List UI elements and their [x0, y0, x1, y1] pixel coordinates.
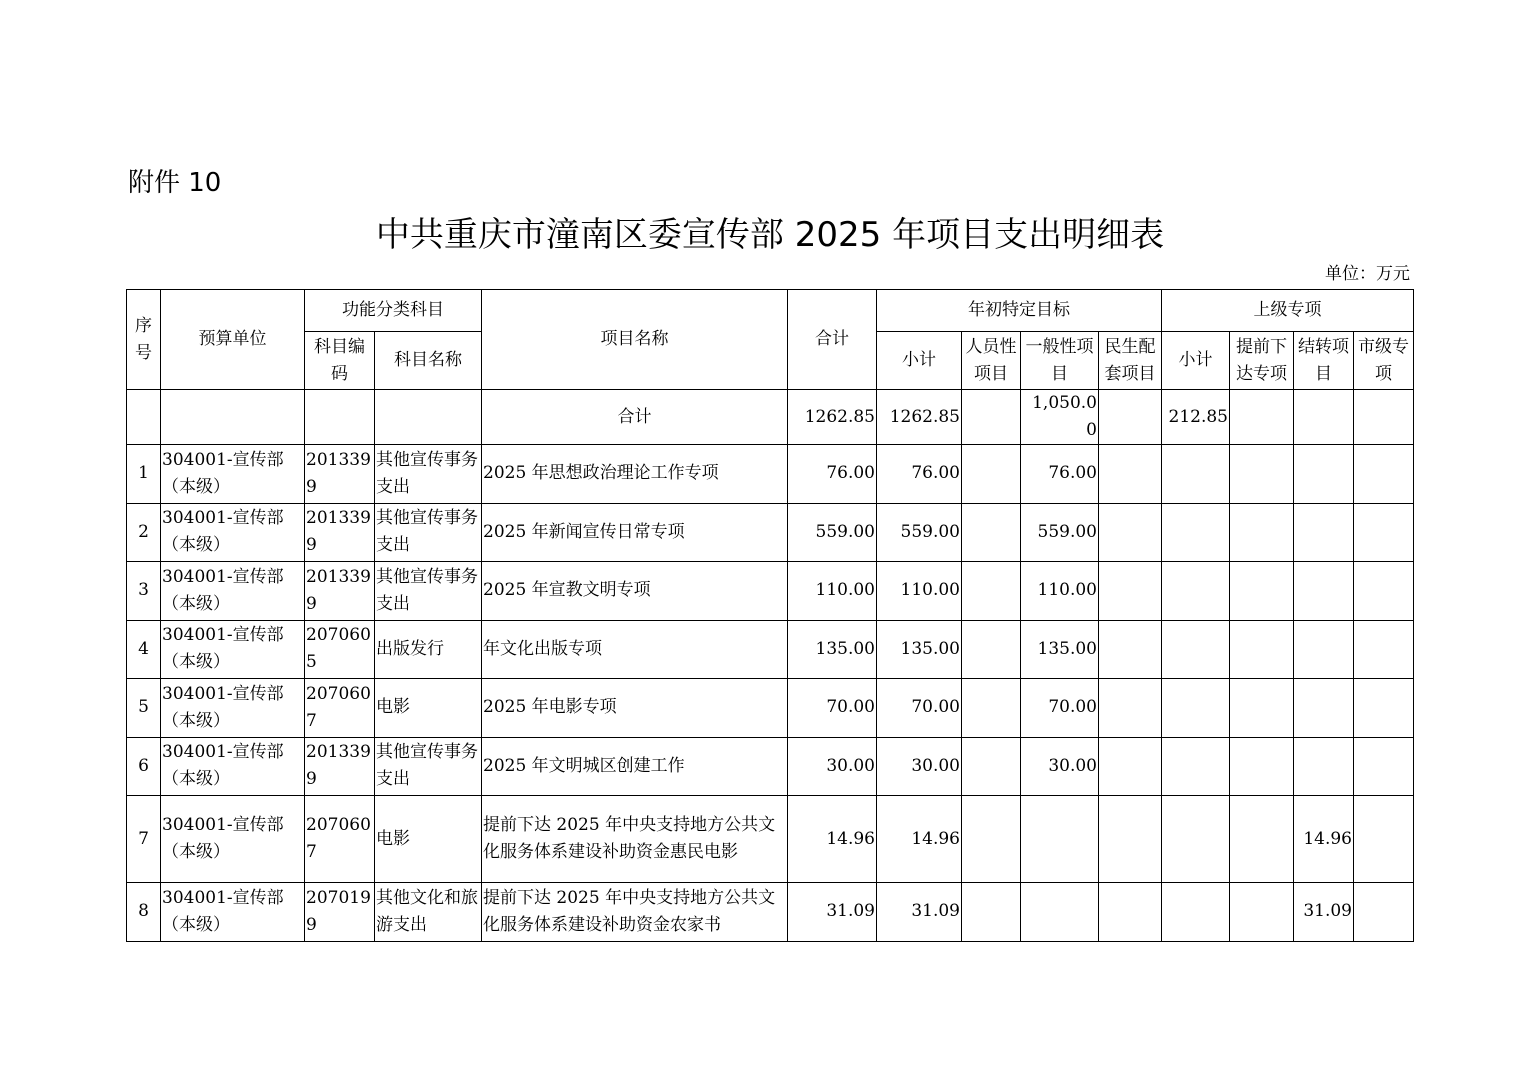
row-unit: 304001-宣传部（本级） [161, 883, 305, 942]
header-annual-personnel: 人员性项目 [962, 332, 1021, 390]
row-upper-city [1354, 503, 1414, 562]
row-total: 70.00 [788, 679, 877, 738]
total-annual-subtotal: 1262.85 [877, 390, 962, 445]
row-project-name: 2025 年思想政治理论工作专项 [482, 445, 788, 504]
row-subject-code: 2070199 [305, 883, 375, 942]
total-upper-carryover [1294, 390, 1354, 445]
row-subject-code: 2013399 [305, 562, 375, 621]
row-unit: 304001-宣传部（本级） [161, 620, 305, 679]
header-upper-carryover: 结转项目 [1294, 332, 1354, 390]
row-upper-advance [1230, 737, 1294, 796]
total-annual-general: 1,050.00 [1021, 390, 1099, 445]
header-upper-city: 市级专项 [1354, 332, 1414, 390]
row-project-name: 提前下达 2025 年中央支持地方公共文化服务体系建设补助资金惠民电影 [482, 796, 788, 883]
table-row [127, 562, 1414, 621]
row-annual-general [1021, 796, 1099, 883]
row-subject-name: 出版发行 [375, 620, 482, 679]
row-upper-carryover: 14.96 [1294, 796, 1354, 883]
row-upper-carryover [1294, 445, 1354, 504]
total-code [305, 390, 375, 445]
row-unit: 304001-宣传部（本级） [161, 796, 305, 883]
row-upper-city [1354, 883, 1414, 942]
row-project-name: 提前下达 2025 年中央支持地方公共文化服务体系建设补助资金农家书 [482, 883, 788, 942]
row-seq: 7 [127, 796, 161, 883]
row-subject-code: 2013399 [305, 503, 375, 562]
row-project-name: 年文化出版专项 [482, 620, 788, 679]
row-annual-livelihood [1099, 737, 1162, 796]
row-seq: 5 [127, 679, 161, 738]
row-subject-code: 2070605 [305, 620, 375, 679]
row-upper-subtotal [1162, 620, 1230, 679]
total-row [127, 390, 1414, 445]
row-subject-code: 2013399 [305, 445, 375, 504]
total-annual-personnel [962, 390, 1021, 445]
row-upper-city [1354, 796, 1414, 883]
header-annual-subtotal: 小计 [877, 332, 962, 390]
row-upper-advance [1230, 796, 1294, 883]
row-unit: 304001-宣传部（本级） [161, 679, 305, 738]
header-annual-livelihood: 民生配套项目 [1099, 332, 1162, 390]
row-subject-code: 2013399 [305, 737, 375, 796]
row-annual-personnel [962, 562, 1021, 621]
total-label: 合计 [482, 390, 788, 445]
row-subject-code: 2070607 [305, 679, 375, 738]
row-unit: 304001-宣传部（本级） [161, 503, 305, 562]
header-upper-group: 上级专项 [1162, 290, 1414, 332]
row-upper-city [1354, 679, 1414, 738]
row-annual-subtotal: 30.00 [877, 737, 962, 796]
row-upper-city [1354, 737, 1414, 796]
row-annual-livelihood [1099, 503, 1162, 562]
row-annual-general: 110.00 [1021, 562, 1099, 621]
row-total: 110.00 [788, 562, 877, 621]
row-project-name: 2025 年文明城区创建工作 [482, 737, 788, 796]
row-annual-subtotal: 14.96 [877, 796, 962, 883]
table-row [127, 679, 1414, 738]
row-upper-subtotal [1162, 796, 1230, 883]
row-unit: 304001-宣传部（本级） [161, 445, 305, 504]
row-annual-subtotal: 31.09 [877, 883, 962, 942]
table-row [127, 620, 1414, 679]
row-annual-general: 135.00 [1021, 620, 1099, 679]
row-seq: 2 [127, 503, 161, 562]
row-upper-advance [1230, 679, 1294, 738]
table-row [127, 796, 1414, 883]
row-subject-name: 电影 [375, 679, 482, 738]
total-total: 1262.85 [788, 390, 877, 445]
row-annual-subtotal: 110.00 [877, 562, 962, 621]
row-annual-livelihood [1099, 796, 1162, 883]
row-annual-general [1021, 883, 1099, 942]
header-upper-subtotal: 小计 [1162, 332, 1230, 390]
total-upper-subtotal: 212.85 [1162, 390, 1230, 445]
row-upper-carryover: 31.09 [1294, 883, 1354, 942]
row-upper-subtotal [1162, 503, 1230, 562]
total-annual-livelihood [1099, 390, 1162, 445]
row-upper-carryover [1294, 737, 1354, 796]
row-upper-city [1354, 445, 1414, 504]
row-annual-subtotal: 559.00 [877, 503, 962, 562]
total-upper-advance [1230, 390, 1294, 445]
row-total: 14.96 [788, 796, 877, 883]
row-annual-livelihood [1099, 562, 1162, 621]
total-seq [127, 390, 161, 445]
row-annual-subtotal: 135.00 [877, 620, 962, 679]
row-upper-carryover [1294, 679, 1354, 738]
row-subject-name: 其他宣传事务支出 [375, 445, 482, 504]
row-unit: 304001-宣传部（本级） [161, 562, 305, 621]
total-unit [161, 390, 305, 445]
header-project-name: 项目名称 [482, 290, 788, 390]
table-row [127, 445, 1414, 504]
row-upper-city [1354, 620, 1414, 679]
table-row [127, 883, 1414, 942]
row-annual-livelihood [1099, 445, 1162, 504]
header-row-1 [127, 290, 1414, 332]
row-annual-general: 559.00 [1021, 503, 1099, 562]
row-seq: 8 [127, 883, 161, 942]
row-seq: 3 [127, 562, 161, 621]
row-seq: 6 [127, 737, 161, 796]
row-subject-name: 其他文化和旅游支出 [375, 883, 482, 942]
row-seq: 1 [127, 445, 161, 504]
row-annual-personnel [962, 445, 1021, 504]
project-expenditure-table [126, 289, 1414, 942]
row-subject-name: 电影 [375, 796, 482, 883]
table-row [127, 737, 1414, 796]
row-upper-carryover [1294, 503, 1354, 562]
table-row [127, 503, 1414, 562]
row-annual-livelihood [1099, 883, 1162, 942]
header-upper-advance: 提前下达专项 [1230, 332, 1294, 390]
row-total: 559.00 [788, 503, 877, 562]
row-upper-subtotal [1162, 883, 1230, 942]
row-upper-advance [1230, 883, 1294, 942]
row-annual-subtotal: 70.00 [877, 679, 962, 738]
row-subject-code: 2070607 [305, 796, 375, 883]
row-total: 135.00 [788, 620, 877, 679]
header-subject-code: 科目编码 [305, 332, 375, 390]
row-annual-livelihood [1099, 620, 1162, 679]
row-upper-carryover [1294, 562, 1354, 621]
row-upper-subtotal [1162, 445, 1230, 504]
row-annual-personnel [962, 883, 1021, 942]
row-upper-advance [1230, 445, 1294, 504]
row-annual-general: 76.00 [1021, 445, 1099, 504]
row-upper-subtotal [1162, 737, 1230, 796]
header-unit: 预算单位 [161, 290, 305, 390]
page-title: 中共重庆市潼南区委宣传部 2025 年项目支出明细表 [375, 215, 1165, 255]
total-subject [375, 390, 482, 445]
row-total: 76.00 [788, 445, 877, 504]
unit-label: 单位：万元 [1325, 264, 1410, 284]
row-upper-subtotal [1162, 679, 1230, 738]
row-annual-personnel [962, 503, 1021, 562]
attachment-label: 附件 10 [128, 168, 222, 198]
row-project-name: 2025 年电影专项 [482, 679, 788, 738]
row-unit: 304001-宣传部（本级） [161, 737, 305, 796]
header-annual-group: 年初特定目标 [877, 290, 1162, 332]
row-annual-personnel [962, 737, 1021, 796]
row-project-name: 2025 年新闻宣传日常专项 [482, 503, 788, 562]
row-upper-advance [1230, 503, 1294, 562]
row-annual-personnel [962, 679, 1021, 738]
row-subject-name: 其他宣传事务支出 [375, 503, 482, 562]
row-upper-advance [1230, 562, 1294, 621]
header-seq: 序号 [127, 290, 161, 390]
row-upper-carryover [1294, 620, 1354, 679]
row-subject-name: 其他宣传事务支出 [375, 562, 482, 621]
row-annual-personnel [962, 620, 1021, 679]
row-upper-city [1354, 562, 1414, 621]
total-upper-city [1354, 390, 1414, 445]
row-project-name: 2025 年宣教文明专项 [482, 562, 788, 621]
header-annual-general: 一般性项目 [1021, 332, 1099, 390]
row-seq: 4 [127, 620, 161, 679]
row-annual-subtotal: 76.00 [877, 445, 962, 504]
row-annual-general: 30.00 [1021, 737, 1099, 796]
row-total: 30.00 [788, 737, 877, 796]
row-subject-name: 其他宣传事务支出 [375, 737, 482, 796]
row-annual-livelihood [1099, 679, 1162, 738]
header-func-group: 功能分类科目 [305, 290, 482, 332]
row-upper-advance [1230, 620, 1294, 679]
row-annual-personnel [962, 796, 1021, 883]
header-total: 合计 [788, 290, 877, 390]
row-total: 31.09 [788, 883, 877, 942]
row-annual-general: 70.00 [1021, 679, 1099, 738]
header-subject-name: 科目名称 [375, 332, 482, 390]
row-upper-subtotal [1162, 562, 1230, 621]
